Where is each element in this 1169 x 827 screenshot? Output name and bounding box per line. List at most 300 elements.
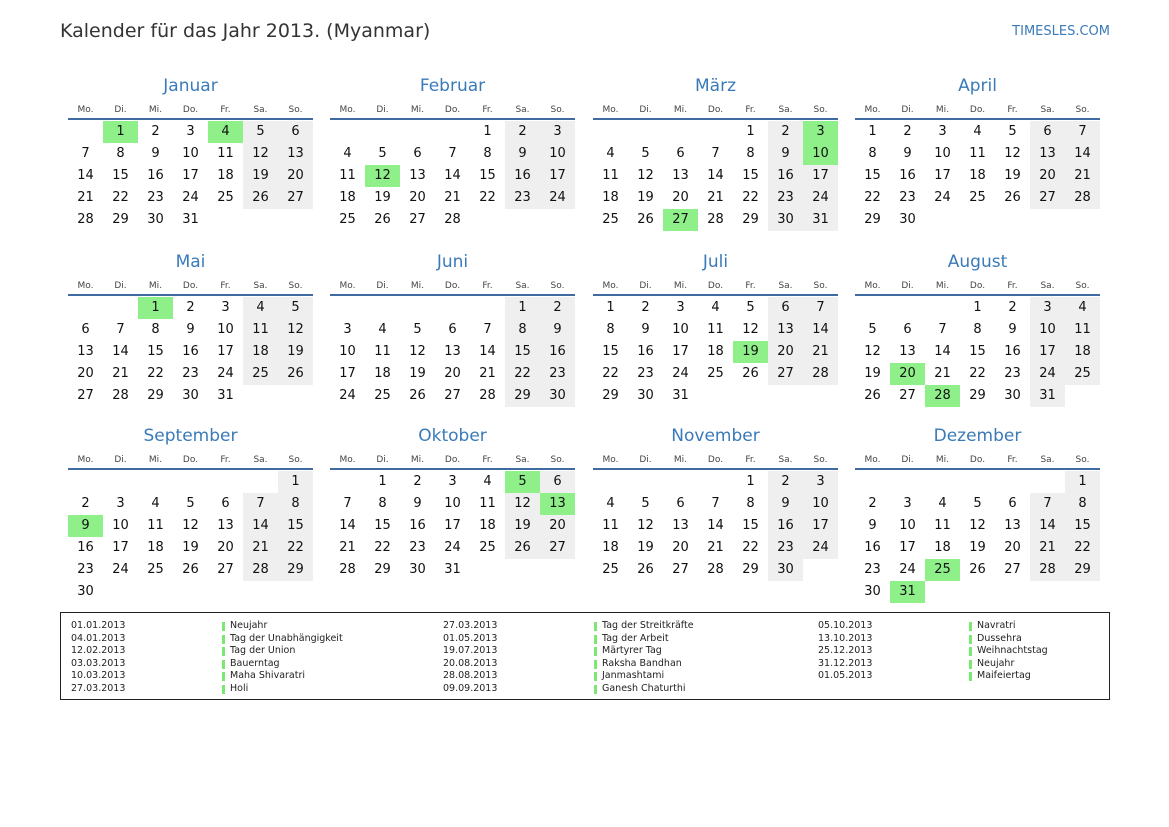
month-name: Januar [163,76,218,96]
day-cell: 28 [707,212,724,227]
day-cell: 7 [1030,493,1065,515]
day-cell: 20 [278,165,313,187]
holiday-day-cell: 9 [68,515,103,537]
weekday-header: Mi. [673,281,688,291]
day-cell: 8 [746,496,755,511]
page-title: Kalender für das Jahr 2013. (Myanmar) [60,20,431,42]
month-divider [593,294,838,296]
day-cell: 19 [409,366,426,381]
day-cell: 11 [1065,319,1100,341]
month-name: Mai [175,252,206,272]
holiday-date: 04.01.2013 [71,632,126,644]
day-cell: 7 [483,322,492,337]
day-cell: 27 [672,562,689,577]
day-cell: 18 [1065,341,1100,363]
holiday-date: 01.05.2013 [443,632,498,644]
month-divider [855,294,1100,296]
day-cell: 2 [641,300,650,315]
day-cell: 15 [505,341,540,363]
brand-link[interactable]: TIMESLES.COM [1012,24,1110,39]
day-cell: 16 [505,165,540,187]
holiday-day-cell: 1 [103,121,138,143]
day-cell: 4 [151,496,160,511]
weekday-header: Do. [969,281,986,291]
day-cell: 28 [112,388,129,403]
day-cell: 28 [444,212,461,227]
weekday-header: Mi. [410,455,425,465]
weekday-header: Sa. [1040,105,1055,115]
day-cell: 21 [77,190,94,205]
weekday-header: Mo. [339,281,356,291]
day-cell: 2 [81,496,90,511]
weekday-header: Do. [444,281,461,291]
weekday-header: So. [813,455,828,465]
day-cell: 17 [934,168,951,183]
month-name: September [143,426,238,446]
weekday-header: Di. [114,455,127,465]
weekday-header: Mi. [935,105,950,115]
day-cell: 22 [112,190,129,205]
day-cell: 11 [479,496,496,511]
day-cell: 29 [864,212,881,227]
calendar-grid [68,76,1103,606]
weekday-header: Sa. [515,455,530,465]
weekday-header: Sa. [253,455,268,465]
day-cell: 12 [278,319,313,341]
day-cell: 1 [1065,471,1100,493]
day-cell: 9 [505,143,540,165]
day-cell: 28 [1030,559,1065,581]
day-cell: 21 [803,341,838,363]
day-cell: 22 [864,190,881,205]
day-cell: 24 [899,562,916,577]
day-cell: 22 [602,366,619,381]
day-cell: 29 [278,559,313,581]
weekday-header: Fr. [1007,105,1018,115]
day-cell: 17 [540,165,575,187]
holiday-name: Tag der Unabhängigkeit [230,632,343,644]
day-cell: 4 [938,496,947,511]
day-cell: 12 [637,518,654,533]
month-name: Oktober [418,426,487,446]
day-cell: 6 [540,471,575,493]
holiday-name: Holi [230,682,249,694]
weekday-header: Sa. [515,105,530,115]
weekday-header: Di. [901,281,914,291]
weekday-header: Fr. [745,105,756,115]
weekday-header: Mo. [864,105,881,115]
day-cell: 15 [742,518,759,533]
weekday-header: Do. [707,105,724,115]
day-cell: 6 [81,322,90,337]
day-cell: 27 [278,187,313,209]
day-cell: 23 [147,190,164,205]
day-cell: 26 [1004,190,1021,205]
weekday-header: So. [1075,455,1090,465]
holiday-date: 27.03.2013 [443,620,498,631]
day-cell: 18 [969,168,986,183]
day-cell: 11 [339,168,356,183]
month-name: Juni [436,252,469,272]
day-cell: 9 [540,319,575,341]
day-cell: 27 [899,388,916,403]
holiday-marker [222,647,225,656]
month-divider [68,118,313,120]
day-cell: 27 [77,388,94,403]
month-name: August [947,252,1008,272]
day-cell: 28 [77,212,94,227]
day-cell: 18 [374,366,391,381]
day-cell: 5 [641,146,650,161]
weekday-header: Di. [376,455,389,465]
day-cell: 10 [339,344,356,359]
day-cell: 26 [969,562,986,577]
weekday-header: Do. [707,455,724,465]
day-cell: 24 [217,366,234,381]
day-cell: 10 [444,496,461,511]
day-cell: 30 [899,212,916,227]
day-cell: 15 [864,168,881,183]
day-cell: 31 [444,562,461,577]
day-cell: 6 [413,146,422,161]
day-cell: 8 [378,496,387,511]
day-cell: 22 [374,540,391,555]
weekday-header: So. [1075,281,1090,291]
weekday-header: Di. [901,455,914,465]
weekday-header: Mo. [602,455,619,465]
day-cell: 12 [637,168,654,183]
day-cell: 4 [483,474,492,489]
day-cell: 14 [1030,515,1065,537]
weekday-header: Mo. [339,455,356,465]
day-cell: 20 [444,366,461,381]
day-cell: 2 [151,124,160,139]
day-cell: 9 [868,518,877,533]
holiday-day-cell: 1 [138,297,173,319]
month-divider [855,468,1100,470]
day-cell: 30 [182,388,199,403]
day-cell: 8 [868,146,877,161]
day-cell: 27 [768,363,803,385]
day-cell: 17 [1030,341,1065,363]
month-block [330,252,575,429]
day-cell: 9 [903,146,912,161]
day-cell: 28 [243,559,278,581]
month-name: April [958,76,997,96]
day-cell: 6 [448,322,457,337]
day-cell: 1 [606,300,615,315]
day-cell: 27 [1030,187,1065,209]
day-cell: 20 [672,540,689,555]
day-cell: 7 [448,146,457,161]
day-cell: 14 [112,344,129,359]
day-cell: 14 [444,168,461,183]
day-cell: 9 [186,322,195,337]
holiday-day-cell: 20 [890,363,925,385]
day-cell: 22 [969,366,986,381]
weekday-header: Do. [182,105,199,115]
month-block [593,76,838,253]
weekday-header: Mo. [339,105,356,115]
day-cell: 23 [182,366,199,381]
day-cell: 15 [112,168,129,183]
month-divider [330,118,575,120]
day-cell: 3 [448,474,457,489]
weekday-header: Sa. [778,281,793,291]
month-block [330,426,575,603]
day-cell: 16 [864,540,881,555]
day-cell: 4 [243,297,278,319]
day-cell: 14 [707,518,724,533]
weekday-header: Di. [639,455,652,465]
day-cell: 15 [969,344,986,359]
day-cell: 16 [768,515,803,537]
day-cell: 2 [768,121,803,143]
day-cell: 9 [151,146,160,161]
day-cell: 3 [803,471,838,493]
holiday-day-cell: 12 [365,165,400,187]
day-cell: 26 [637,562,654,577]
day-cell: 11 [374,344,391,359]
day-cell: 29 [147,388,164,403]
weekday-header: Mi. [148,281,163,291]
weekday-header: Fr. [745,281,756,291]
weekday-header: Sa. [778,105,793,115]
day-cell: 26 [637,212,654,227]
day-cell: 16 [409,518,426,533]
holiday-date: 12.02.2013 [71,645,126,656]
holiday-day-cell: 19 [733,341,768,363]
day-cell: 13 [768,319,803,341]
day-cell: 23 [864,562,881,577]
weekday-header: Fr. [220,281,231,291]
holiday-date: 13.10.2013 [818,632,873,644]
weekday-header: Fr. [1007,281,1018,291]
day-cell: 14 [934,344,951,359]
day-cell: 6 [1008,496,1017,511]
day-cell: 2 [413,474,422,489]
day-cell: 20 [217,540,234,555]
holiday-day-cell: 3 [803,121,838,143]
day-cell: 1 [278,471,313,493]
holiday-date: 01.01.2013 [71,620,126,631]
day-cell: 14 [339,518,356,533]
day-cell: 30 [77,584,94,599]
day-cell: 10 [934,146,951,161]
day-cell: 29 [374,562,391,577]
day-cell: 22 [1065,537,1100,559]
day-cell: 27 [444,388,461,403]
day-cell: 19 [374,190,391,205]
day-cell: 5 [1008,124,1017,139]
weekday-header: Fr. [745,455,756,465]
month-name: November [671,426,760,446]
day-cell: 18 [147,540,164,555]
day-cell: 5 [641,496,650,511]
weekday-header: Do. [707,281,724,291]
day-cell: 23 [637,366,654,381]
weekday-header: Sa. [1040,281,1055,291]
month-name: März [695,76,736,96]
day-cell: 13 [1004,518,1021,533]
day-cell: 11 [602,518,619,533]
day-cell: 31 [217,388,234,403]
day-cell: 23 [768,187,803,209]
month-block [68,426,313,603]
day-cell: 27 [1004,562,1021,577]
holiday-marker [969,647,972,656]
day-cell: 19 [243,165,278,187]
day-cell: 17 [899,540,916,555]
holiday-day-cell: 28 [925,385,960,407]
month-divider [330,468,575,470]
day-cell: 24 [182,190,199,205]
weekday-header: Do. [182,281,199,291]
day-cell: 12 [243,143,278,165]
day-cell: 25 [707,366,724,381]
day-cell: 11 [243,319,278,341]
day-cell: 2 [540,297,575,319]
day-cell: 4 [973,124,982,139]
holiday-marker [594,635,597,644]
day-cell: 21 [707,540,724,555]
day-cell: 8 [973,322,982,337]
day-cell: 17 [803,515,838,537]
day-cell: 16 [147,168,164,183]
day-cell: 16 [768,165,803,187]
weekday-header: Mi. [673,455,688,465]
day-cell: 24 [934,190,951,205]
day-cell: 22 [742,190,759,205]
day-cell: 26 [182,562,199,577]
day-cell: 20 [1030,165,1065,187]
day-cell: 21 [112,366,129,381]
day-cell: 23 [540,363,575,385]
month-name: Dezember [933,426,1022,446]
day-cell: 25 [147,562,164,577]
day-cell: 16 [637,344,654,359]
day-cell: 31 [803,209,838,231]
holiday-name: Tag der Arbeit [602,632,669,644]
day-cell: 3 [186,124,195,139]
holiday-date: 09.09.2013 [443,682,498,694]
day-cell: 22 [147,366,164,381]
day-cell: 13 [217,518,234,533]
day-cell: 10 [803,493,838,515]
holiday-date: 20.08.2013 [443,657,498,669]
day-cell: 5 [868,322,877,337]
day-cell: 1 [378,474,387,489]
month-divider [330,294,575,296]
day-cell: 18 [479,518,496,533]
month-divider [68,468,313,470]
day-cell: 9 [768,143,803,165]
day-cell: 17 [444,518,461,533]
day-cell: 12 [182,518,199,533]
day-cell: 8 [116,146,125,161]
holiday-marker [222,685,225,694]
day-cell: 6 [278,121,313,143]
weekday-header: Sa. [515,281,530,291]
day-cell: 23 [768,537,803,559]
day-cell: 5 [413,322,422,337]
day-cell: 20 [672,190,689,205]
holiday-name: Janmashtami [602,670,665,681]
day-cell: 30 [768,559,803,581]
day-cell: 9 [413,496,422,511]
day-cell: 16 [1004,344,1021,359]
weekday-header: Fr. [482,105,493,115]
holiday-marker [969,672,972,681]
day-cell: 6 [903,322,912,337]
day-cell: 24 [339,388,356,403]
day-cell: 26 [409,388,426,403]
holiday-name: Märtyrer Tag [602,645,662,656]
day-cell: 1 [868,124,877,139]
day-cell: 25 [339,212,356,227]
day-cell: 14 [707,168,724,183]
day-cell: 21 [707,190,724,205]
day-cell: 19 [637,190,654,205]
day-cell: 20 [768,341,803,363]
day-cell: 13 [1030,143,1065,165]
day-cell: 22 [278,537,313,559]
day-cell: 19 [969,540,986,555]
day-cell: 31 [672,388,689,403]
holiday-marker [594,672,597,681]
holiday-name: Ganesh Chaturthi [602,682,686,694]
day-cell: 22 [479,190,496,205]
day-cell: 4 [378,322,387,337]
month-block [855,76,1100,253]
day-cell: 29 [742,562,759,577]
day-cell: 26 [505,537,540,559]
weekday-header: Mo. [77,281,94,291]
month-block [855,252,1100,429]
weekday-header: Mi. [673,105,688,115]
holiday-date: 31.12.2013 [818,657,873,669]
month-block [593,252,838,429]
weekday-header: So. [550,281,565,291]
day-cell: 9 [1008,322,1017,337]
weekday-header: Do. [969,105,986,115]
holiday-list [60,612,1110,700]
day-cell: 18 [217,168,234,183]
day-cell: 16 [182,344,199,359]
day-cell: 13 [278,143,313,165]
holiday-name: Neujahr [977,657,1015,669]
month-block [593,426,838,603]
day-cell: 26 [243,187,278,209]
weekday-header: So. [288,105,303,115]
holiday-name: Maifeiertag [977,670,1031,681]
weekday-header: Fr. [220,455,231,465]
weekday-header: Di. [114,281,127,291]
day-cell: 25 [969,190,986,205]
weekday-header: So. [1075,105,1090,115]
holiday-date: 01.05.2013 [818,670,873,681]
day-cell: 10 [1030,319,1065,341]
day-cell: 24 [1030,363,1065,385]
day-cell: 7 [803,297,838,319]
day-cell: 13 [672,168,689,183]
day-cell: 4 [711,300,720,315]
day-cell: 2 [1008,300,1017,315]
day-cell: 24 [803,187,838,209]
weekday-header: Di. [114,105,127,115]
day-cell: 20 [77,366,94,381]
day-cell: 12 [505,493,540,515]
